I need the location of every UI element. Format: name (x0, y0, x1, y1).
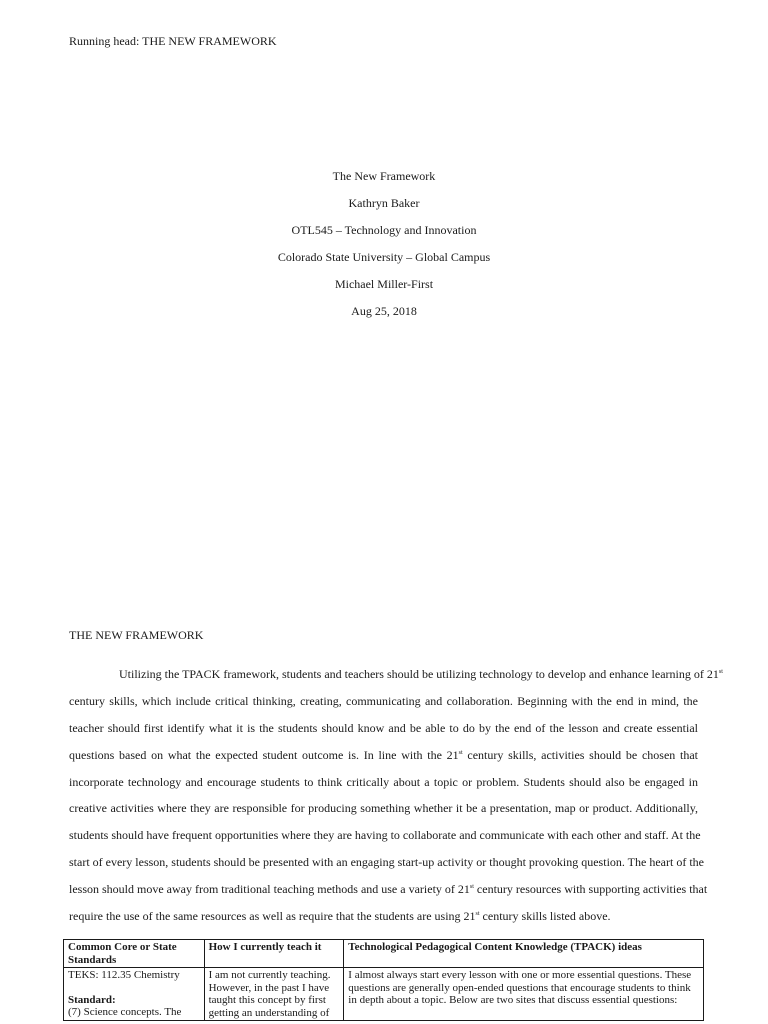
instructor-name: Michael Miller-First (334, 277, 434, 291)
teks-code: TEKS: 112.35 Chemistry (68, 969, 180, 981)
superscript-st: st (469, 884, 474, 891)
paragraph-line: teacher should first identify what it is the students should know and be able to do by the end of the lesson and create essential (69, 720, 698, 735)
standards-table (63, 939, 704, 1021)
superscript-st: st (458, 749, 463, 756)
paragraph-line: require the use of the same resources as well as require that the students are using 21st century skills listed above. (69, 909, 611, 924)
standards-cell (64, 968, 205, 1021)
paragraph-line: incorporate technology and encourage students to think critically about a topic or problem. Students should also be engaged in (69, 774, 698, 789)
paragraph-line: start of every lesson, students should be presented with an engaging start-up activity or thought provoking question. The heart of the (69, 855, 704, 870)
table-header-row (64, 940, 704, 968)
body-paragraph (69, 661, 723, 930)
superscript-st: st (475, 911, 480, 918)
paragraph-line: students should have frequent opportunities where they are having to collaborate and communicate with each other and staff. At the (69, 828, 701, 843)
paragraph-line: century skills, which include critical thinking, creating, communicating and collaboration. Beginning with the end in mind, the (69, 693, 698, 708)
standard-text: (7) Science concepts. The (68, 1006, 182, 1018)
paper-date: Aug 25, 2018 (351, 304, 417, 318)
column-header: Common Core or State Standards (64, 940, 205, 968)
section-heading: THE NEW FRAMEWORK (69, 628, 204, 642)
table-row (64, 968, 704, 1021)
superscript-st: st (718, 669, 723, 675)
paragraph-line: lesson should move away from traditional teaching methods and use a variety of 21st century resources with supporting activities that (69, 882, 708, 897)
tpack-ideas-cell: I almost always start every lesson with one or more essential questions. These questions are generally open-ended questions that encourage students to think in depth about a topic. Below are two sites that discuss essential questions: (344, 968, 704, 1021)
author-name: Kathryn Baker (348, 196, 420, 210)
paragraph-line: creative activities where they are responsible for producing something whether it be a presentation, map or product. Additionally, (69, 801, 698, 816)
column-header: Technological Pedagogical Content Knowledge (TPACK) ideas (344, 940, 704, 968)
paragraph-line: questions based on what the expected student outcome is. In line with the 21st century skills, activities should be chosen that (69, 747, 698, 762)
column-header: How I currently teach it (204, 940, 344, 968)
paragraph-line: Utilizing the TPACK framework, students and teachers should be utilizing technology to develop and enhance learning of 21st (119, 667, 723, 681)
current-teaching-cell: I am not currently teaching. However, in the past I have taught this concept by first getting an understanding of (204, 968, 344, 1021)
paper-title: The New Framework (332, 169, 436, 183)
standard-label: Standard: (68, 993, 116, 1006)
running-head: Running head: THE NEW FRAMEWORK (69, 34, 277, 48)
title-block (0, 168, 768, 330)
course-name: OTL545 – Technology and Innovation (291, 223, 477, 237)
institution-name: Colorado State University – Global Campus (277, 250, 491, 264)
